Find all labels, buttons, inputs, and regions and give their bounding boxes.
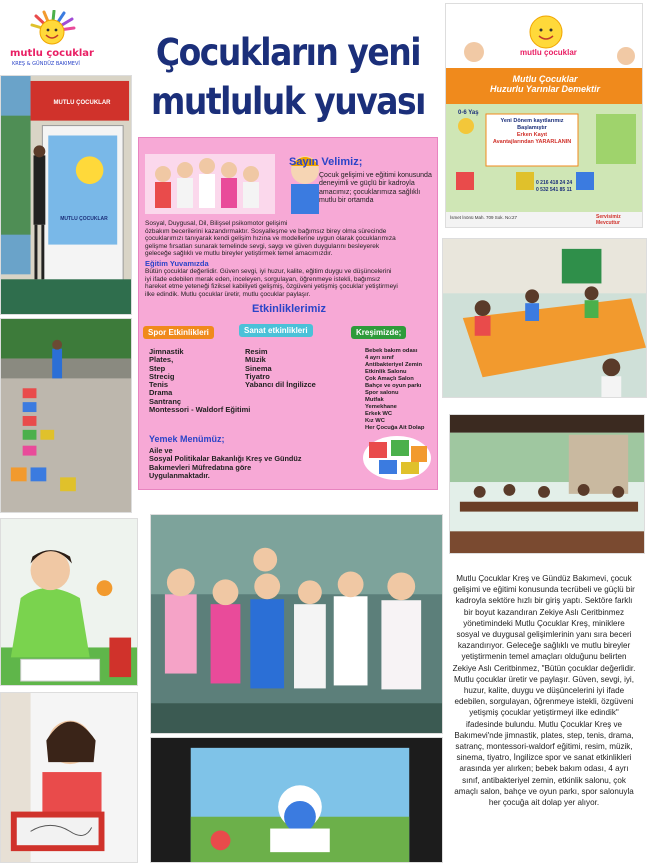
facilities-item: Spor salonu: [365, 390, 399, 396]
mission-line-2: iyi ifade edebilen merak eden, inceleyen, sorgulayan, öğrenmeye istekli, bağımsız: [145, 275, 381, 283]
flyer-slogan: [452, 74, 638, 94]
storefront-photo: [0, 75, 132, 315]
flyer-registration: [488, 118, 576, 146]
facilities-item: Yemekhane: [365, 404, 397, 410]
cartoon-screen-photo: [150, 737, 443, 863]
facilities-list: [365, 348, 424, 432]
mission-line-1: Bütün çocuklar değerlidir. Güven sevgi, iyi huzur, kalite, eğitim duygu ve düşüncelerini: [145, 268, 392, 275]
headline-line-1: Çocukların yeni: [155, 30, 421, 74]
flyer-phone-2: 0 532 541 85 11: [536, 187, 572, 193]
arts-list: [245, 348, 316, 389]
intro-line-1: Sosyal, Duygusal, Dil, Bilişsel psikomotor gelişimi: [145, 220, 288, 227]
smiling-sun-icon: [6, 10, 98, 52]
arts-item: Tiyatro: [245, 371, 270, 381]
headline-line-2: mutluluk yuvası: [151, 79, 425, 124]
food-photo-collage: [361, 430, 433, 482]
flyer-service: Servisimiz Mevcuttur: [596, 214, 621, 226]
arts-item: Müzik: [245, 355, 266, 365]
facilities-item: Kız WC: [365, 418, 385, 424]
hopscotch-photo: [0, 318, 132, 513]
sports-item: Strecig: [149, 371, 175, 381]
intro-line-5: geleceğe sağlıklı ve mutlu bireyler yetiştirmek temel amacımızdır.: [145, 250, 333, 258]
facilities-item: 4 ayrı sınıf: [365, 355, 394, 361]
sports-item: Montessori - Waldorf Eğitimi: [149, 405, 251, 415]
menu-line-3: Bakımevleri Müfredatına göre: [149, 462, 252, 472]
facilities-item: Bahçe ve oyun parkı: [365, 383, 422, 389]
sports-tag: Spor Etkinlikleri: [143, 326, 214, 339]
intro-line-4: gelişme fırsatları sunarak temelinde sevgi, saygı ve güven duygularını besleyerek: [145, 242, 380, 250]
intro-paragraph: [145, 220, 437, 258]
flyer-slogan-line-1: Mutlu Çocuklar: [512, 74, 578, 84]
flyer-registration-status: Başlamıştır: [517, 125, 547, 131]
mission-heading: Eğitim Yuvamızda: [145, 259, 209, 268]
menu-line-2: Sosyal Politikalar Bakanlığı Kreş ve Gündüz: [149, 454, 302, 464]
article-body: Mutlu Çocuklar Kreş ve Gündüz Bakımevi, çocuk gelişimi ve eğitimi konusunda tecrübeli ve güçlü bir kadroyla sektöre hızlı bir giriş yaptı. Sektöre farklı bir boyut kazandıran Zekiye Aslı Ceritbinmez yönetimindeki Mutlu Çocuklar Kreş, miniklere sosyal ve duygusal gelişimlerinin yanı sıra beceri kazandırıyor. Geleceğe sağlıklı ve mutlu bireyler yetiştirmenin temel amaçları olduğunu belirten Zekiye Aslı Ceritbinmez, "Bütün çocuklar değerlidir. Mutlu çocuklar üretir ve paylaşır. Güven, sevgi, iyi, huzur, kalite, duygu ve düşüncelerini iyi ifade edebilen, sorgulayan, öğrenmeye istekli, özgüveni yetişmiş çocuklar yetiştirmeyi ilke edindik" ifadesinde bulundu. Mutlu Çocuklar Kreş ve Bakımevi'nde jimnastik, plates, step, tenis, drama, satranç, montessori-waldorf eğitimi, resim, müzik, sinema, tiyatro, İngilizce spor ve sanat etkinlikleri arasında yer alırken; bebek bakım odası, 4 ayrı sınıf, antibakteriyel zemin, etkinlik salonu, çok amaçlı salon, bahçe ve oyun parkı, spor salonuyla her çocuğa ait dolap yer alıyor.: [452, 574, 636, 808]
greeting-text: Çocuk gelişimi ve eğitimi konusunda deneyimli ve güçlü bir kadroyla amacımız; çocuklarımıza sağlıklı mutlu bir ortamda: [319, 172, 432, 205]
headline: [138, 28, 438, 127]
facilities-item: Etkinlik Salonu: [365, 369, 407, 375]
flyer-brand: mutlu çocuklar: [520, 48, 577, 57]
nursery-flyer: [445, 3, 643, 228]
mission-line-3: hareket etme yeteneği fiziksel kabiliyeti gelişmiş, özgüveni yetişmiş çocuklar yetiştirmeyi: [145, 283, 398, 291]
flyer-discount-line-2: Avantajlarından YARARLANIN: [492, 139, 572, 145]
facilities-item: Erkek WC: [365, 411, 393, 417]
classroom-photo: [442, 238, 647, 398]
sports-item: Drama: [149, 388, 173, 398]
flyer-age: 0-6 Yaş: [458, 110, 479, 116]
flyer-discount-line-1: Erken Kayıt: [516, 132, 548, 138]
info-panel: [138, 137, 438, 490]
menu-heading: Yemek Menümüz;: [149, 434, 225, 444]
logo-name: mutlu çocuklar: [10, 48, 94, 59]
kindergarten-logo: [6, 10, 98, 70]
arts-item: Sinema: [245, 363, 272, 373]
facilities-item: Bebek bakım odası: [365, 348, 418, 354]
arts-tag: Sanat etkinlikleri: [239, 324, 313, 337]
facilities-tag: Kreşimizde;: [351, 326, 406, 339]
sports-item: Tenis: [149, 380, 169, 390]
mission-line-4: ilke edindik. Mutlu çocuklar üretir, mutlu çocuklar paylaşır.: [145, 290, 311, 298]
sports-item: Santranç: [149, 396, 182, 406]
sports-item: Step: [149, 363, 166, 373]
activities-heading: Etkinliklerimiz: [252, 303, 326, 315]
children-illustration: [145, 144, 325, 216]
flyer-registration-title: Yeni Dönem kayıtlarımız: [500, 118, 564, 124]
facilities-item: Mutfak: [365, 397, 384, 403]
children-group-photo: [150, 514, 443, 734]
mission-paragraph: [145, 268, 437, 298]
sports-list: [149, 348, 250, 414]
menu-text: [149, 447, 301, 481]
arts-item: Resim: [245, 347, 268, 356]
intro-line-2: özbakım becerilerini kazandırmaktır. Sosyalleşme ve bağımsız birey olma sürecinde: [145, 227, 387, 235]
boy-painting-photo: [0, 518, 138, 686]
facilities-item: Her Çocuğa Ait Dolap: [365, 425, 425, 431]
storefront-sign-text: MUTLU ÇOCUKLAR: [53, 100, 111, 106]
flyer-phones: [536, 180, 572, 194]
greeting-heading: Sayın Velimiz;: [289, 156, 363, 168]
menu-line-4: Uygulanmaktadır.: [149, 471, 210, 481]
facilities-item: Antibakteriyel Zemin: [365, 362, 423, 368]
outdoor-table-photo: [449, 414, 645, 554]
menu-line-1: Aile ve: [149, 446, 173, 455]
flyer-address: İsmet İnönü Mah. 709 Sok. No:27: [450, 215, 518, 220]
facilities-item: Çok Amaçlı Salon: [365, 376, 414, 382]
flyer-phone-1: 0 216 418 24 24: [536, 180, 573, 186]
intro-line-3: çocuklarımızı tanıyarak kendi gelişim hızına ve modellerine uygun olarak çocuklarımıza: [145, 235, 396, 243]
sports-item: Jimnastik: [149, 347, 184, 356]
door-sign-text: MUTLU ÇOCUKLAR: [60, 216, 108, 222]
flyer-slogan-line-2: Huzurlu Yarınlar Demektir: [489, 84, 601, 94]
logo-subtitle: KREŞ & GÜNDÜZ BAKIMEVİ: [12, 61, 80, 67]
sports-item: Plates,: [149, 355, 174, 365]
girl-drawing-photo: [0, 692, 138, 863]
arts-item: Yabancı dil İngilizce: [245, 380, 316, 390]
